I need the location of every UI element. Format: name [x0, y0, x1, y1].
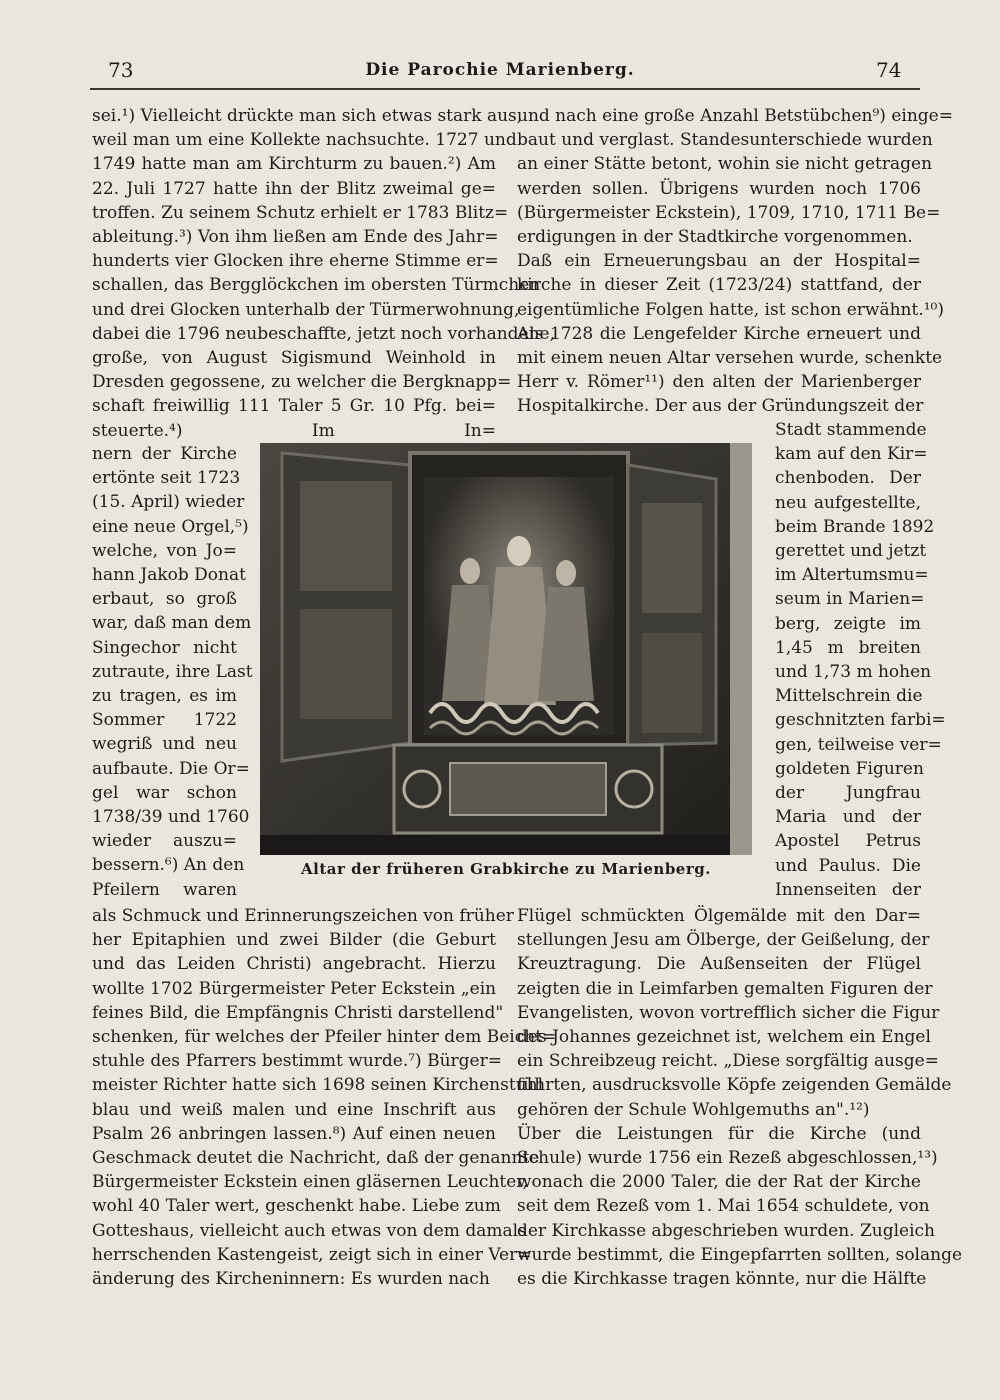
page-number-left: 73	[108, 58, 134, 82]
text-line: stellungen Jesu am Ölberge, der Geißelung, der	[517, 930, 930, 951]
text-line: troffen. Zu seinem Schutz erhielt er 1783 Blitz=	[92, 202, 509, 223]
text-line: und drei Glocken unterhalb der Türmerwohnung,	[92, 299, 520, 320]
text-line: steuerte.⁴) Im In=	[92, 420, 496, 441]
text-line: Maria und der	[775, 807, 921, 828]
text-line: im Altertumsmu=	[775, 565, 929, 586]
text-line: und Paulus. Die	[775, 855, 921, 876]
text-line: kam auf den Kir=	[775, 444, 928, 465]
text-line: Stadt stammende	[775, 420, 927, 440]
text-line: kirche in dieser Zeit (1723/24) stattfand, der	[517, 275, 921, 296]
text-line: werden sollen. Übrigens wurden noch 1706	[517, 178, 921, 199]
text-line: wonach die 2000 Taler, die der Rat der Kirche	[517, 1172, 921, 1193]
text-line: seit dem Rezeß vom 1. Mai 1654 schuldete, von	[517, 1196, 930, 1217]
text-line: Evangelisten, wovon vortrefflich sicher die Figur	[517, 1002, 940, 1023]
text-line: und nach eine große Anzahl Betstübchen⁹) einge=	[517, 106, 953, 126]
text-line: große, von August Sigismund Weinhold in	[92, 348, 496, 368]
text-line: des Johannes gezeichnet ist, welchem ein Engel	[517, 1027, 931, 1047]
text-line: Innenseiten der	[775, 879, 921, 900]
text-line: änderung des Kircheninnern: Es wurden nach	[92, 1269, 490, 1289]
text-line: Sommer 1722	[92, 710, 237, 731]
text-line: chenboden. Der	[775, 468, 921, 489]
text-line: stuhle des Pfarrers bestimmt wurde.⁷) Bürger=	[92, 1051, 502, 1072]
text-line: gerettet und jetzt	[775, 541, 927, 561]
text-line: Bürgermeister Eckstein einen gläsernen Leuchter,	[92, 1172, 528, 1193]
text-line: an einer Stätte betont, wohin sie nicht getragen	[517, 154, 933, 175]
text-line: schallen, das Bergglöckchen im obersten Türmchen	[92, 275, 541, 296]
text-line: es die Kirchkasse tragen könnte, nur die Hälfte	[517, 1269, 927, 1289]
altar-photograph	[260, 443, 752, 855]
text-line: weil man um eine Kollekte nachsuchte. 1727 und	[92, 130, 517, 151]
text-line: Über die Leistungen für die Kirche (und	[517, 1123, 921, 1144]
text-line: nern der Kirche	[92, 444, 237, 464]
page-number-right: 74	[876, 58, 902, 82]
text-line: bessern.⁶) An den	[92, 855, 245, 876]
text-line: beim Brande 1892	[775, 516, 935, 537]
text-line: Singechor nicht	[92, 637, 237, 658]
text-line: eigentümliche Folgen hatte, ist schon erwähnt.¹⁰)	[517, 299, 944, 320]
text-line: wegriß und neu	[92, 734, 237, 755]
text-line: ableitung.³) Von ihm ließen am Ende des Jahr=	[92, 227, 499, 247]
text-line: Gotteshaus, vielleicht auch etwas von dem damals	[92, 1220, 527, 1241]
text-line: wohl 40 Taler wert, geschenkt habe. Liebe zum	[92, 1196, 501, 1217]
text-line: und 1,73 m hohen	[775, 662, 932, 682]
text-line: berg, zeigte im	[775, 613, 921, 634]
header-rule	[90, 88, 920, 90]
text-line: Dresden gegossene, zu welcher die Bergknapp=	[92, 372, 512, 393]
text-line: Pfeilern waren	[92, 879, 237, 900]
text-line: Kreuztragung. Die Außenseiten der Flügel	[517, 954, 921, 975]
text-line: hann Jakob Donat	[92, 565, 246, 585]
text-line: schenken, für welches der Pfeiler hinter dem Beicht=	[92, 1027, 557, 1047]
text-line: Mittelschrein die	[775, 686, 923, 707]
text-line: gen, teilweise ver=	[775, 734, 942, 755]
text-line: Psalm 26 anbringen lassen.⁸) Auf einen neuen	[92, 1123, 496, 1144]
text-line: erbaut, so groß	[92, 589, 237, 610]
text-line: (15. April) wieder	[92, 492, 245, 513]
text-line: (Bürgermeister Eckstein), 1709, 1710, 1711 Be=	[517, 202, 941, 223]
text-line: ertönte seit 1723	[92, 468, 241, 489]
text-line: Herr v. Römer¹¹) den alten der Marienberger	[517, 372, 921, 393]
text-line: Schule) wurde 1756 ein Rezeß abgeschlossen,¹³)	[517, 1148, 938, 1168]
text-line: her Epitaphien und zwei Bilder (die Geburt	[92, 930, 496, 951]
text-line: Hospitalkirche. Der aus der Gründungszeit der	[517, 396, 924, 417]
text-line: führten, ausdrucksvolle Köpfe zeigenden Gemälde	[517, 1075, 952, 1096]
text-line: 1,45 m breiten	[775, 637, 921, 658]
text-line: zutraute, ihre Last	[92, 661, 253, 682]
text-line: 1749 hatte man am Kirchturm zu bauen.²) Am	[92, 154, 496, 175]
text-line: 22. Juli 1727 hatte ihn der Blitz zweimal ge=	[92, 178, 496, 199]
text-line: blau und weiß malen und eine Inschrift aus	[92, 1099, 496, 1120]
text-line: baut und verglast. Standesunterschiede wurden	[517, 130, 933, 151]
text-line: eine neue Orgel,⁵)	[92, 516, 249, 537]
text-line: gel war schon	[92, 782, 237, 803]
text-line: Flügel schmückten Ölgemälde mit den Dar=	[517, 906, 921, 926]
text-line: feines Bild, die Empfängnis Christi darstellend"	[92, 1002, 504, 1023]
text-line: neu aufgestellte,	[775, 492, 921, 513]
text-line: als Schmuck und Erinnerungszeichen von früher	[92, 906, 514, 926]
text-line: wieder auszu=	[92, 831, 237, 852]
text-line: Als 1728 die Lengefelder Kirche erneuert und	[517, 323, 921, 344]
text-line: ein Schreibzeug reicht. „Diese sorgfältig ausge=	[517, 1051, 939, 1072]
text-line: wurde bestimmt, die Eingepfarrten sollten, solange	[517, 1244, 963, 1265]
text-line: sei.¹) Vielleicht drückte man sich etwas stark aus,	[92, 106, 523, 126]
text-line: goldeten Figuren	[775, 758, 924, 779]
text-line: gehören der Schule Wohlgemuths an".¹²)	[517, 1099, 870, 1120]
text-line: geschnitzten farbi=	[775, 710, 946, 731]
text-line: der Jungfrau	[775, 783, 921, 803]
text-line: Daß ein Erneuerungsbau an der Hospital=	[517, 251, 921, 272]
text-line: zu tragen, es im	[92, 686, 237, 706]
text-line: herrschenden Kastengeist, zeigt sich in einer Ver=	[92, 1244, 532, 1265]
text-line: und das Leiden Christi) angebracht. Hierzu	[92, 954, 496, 975]
text-line: zeigten die in Leimfarben gemalten Figuren der	[517, 978, 933, 999]
text-line: Geschmack deutet die Nachricht, daß der genannte	[92, 1148, 540, 1168]
running-head: Die Parochie Marienberg.	[365, 60, 635, 80]
text-line: erdigungen in der Stadtkirche vorgenommen.	[517, 227, 913, 247]
text-line: wollte 1702 Bürgermeister Peter Eckstein „ein	[92, 978, 497, 999]
text-line: schaft freiwillig 111 Taler 5 Gr. 10 Pfg. bei=	[92, 396, 496, 417]
text-line: meister Richter hatte sich 1698 seinen Kirchenstuhl	[92, 1075, 544, 1096]
text-line: seum in Marien=	[775, 589, 925, 610]
text-line: war, daß man dem	[92, 613, 252, 634]
text-line: 1738/39 und 1760	[92, 807, 250, 827]
text-line: dabei die 1796 neubeschaffte, jetzt noch vorhandene,	[92, 323, 556, 344]
text-line: hunderts vier Glocken ihre eherne Stimme er=	[92, 251, 499, 272]
text-line: der Kirchkasse abgeschrieben wurden. Zugleich	[517, 1220, 936, 1241]
text-line: welche, von Jo=	[92, 540, 237, 561]
text-line: Apostel Petrus	[775, 831, 921, 852]
text-line: mit einem neuen Altar versehen wurde, schenkte	[517, 348, 943, 368]
figure-caption: Altar der früheren Grabkirche zu Marienberg.	[301, 860, 711, 878]
text-line: aufbaute. Die Or=	[92, 758, 250, 779]
